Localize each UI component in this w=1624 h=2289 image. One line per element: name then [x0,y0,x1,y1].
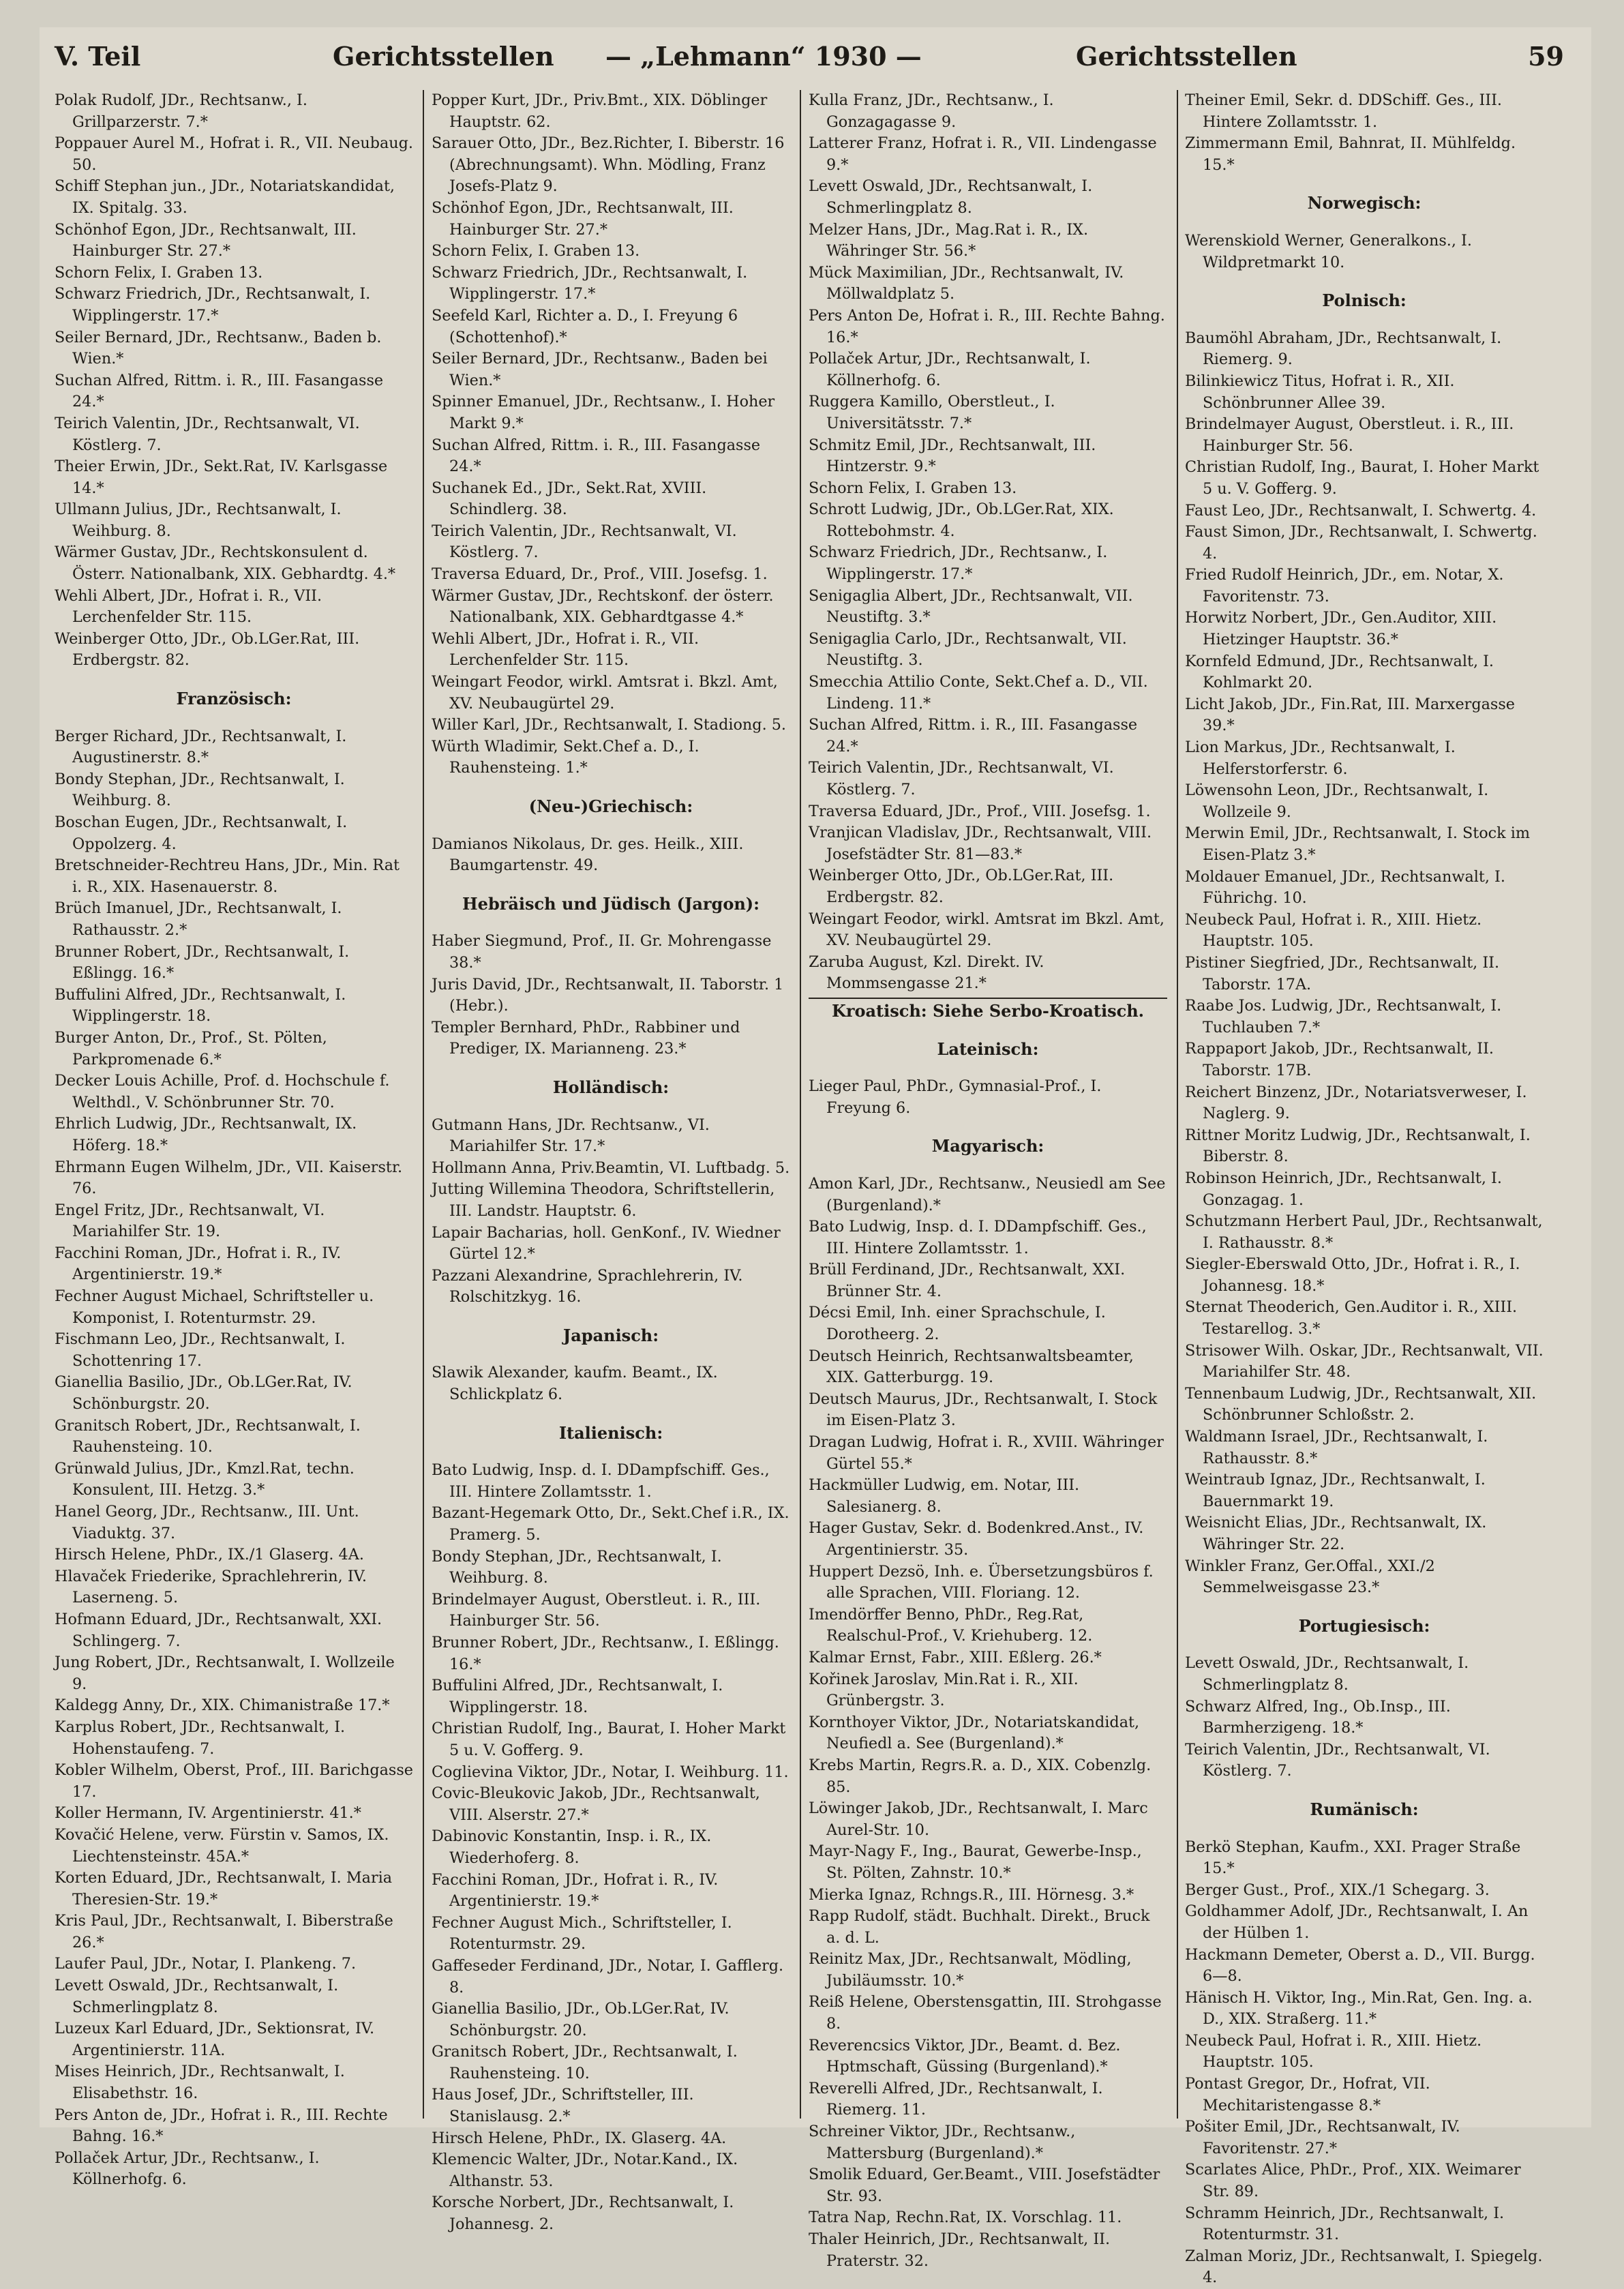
directory-entry: Ehrlich Ludwig, JDr., Rechtsanwalt, IX. Höferg. 18.* [55,1115,357,1154]
directory-entry: Buffulini Alfred, JDr., Rechtsanwalt, I. Wipplingerstr. 18. [55,985,346,1026]
directory-entry: Tatra Nap, Rechn.Rat, IX. Vorschlag. 11. [809,2209,1122,2227]
directory-entry: Theier Erwin, JDr., Sekt.Rat, IV. Karlsgasse 14.* [55,458,388,497]
directory-entry: Krebs Martin, Regrs.R. a. D., XIX. Cobenzlg. 85. [809,1756,1152,1796]
directory-entry: Weinberger Otto, JDr., Ob.LGer.Rat, III. Erdbergstr. 82. [809,867,1114,906]
directory-entry: Lieger Paul, PhDr., Gymnasial-Prof., I. Freyung 6. [809,1077,1102,1117]
directory-entry: Hollmann Anna, Priv.Beamtin, VI. Luftbadg. 5. [432,1158,790,1177]
directory-entry: Huppert Dezsö, Inh. e. Übersetzungsbüros f. alle Sprachen, VIII. Floriang. 12. [809,1562,1154,1602]
directory-entry: Brüll Ferdinand, JDr., Rechtsanwalt, XXI. Brünner Str. 4. [809,1261,1126,1300]
directory-entry: Levett Oswald, JDr., Rechtsanwalt, I. Schmerlingplatz 8. [1185,1654,1469,1694]
directory-entry: Weingart Feodor, wirkl. Amtsrat i. Bkzl. Amt, XV. Neubaugürtel 29. [432,673,778,713]
directory-entry: Gianellia Basilio, JDr., Ob.LGer.Rat, IV. Schönburgstr. 20. [55,1373,352,1413]
directory-entry: Koller Hermann, IV. Argentinierstr. 41.* [55,1804,361,1823]
directory-entry: Brunner Robert, JDr., Rechtsanwalt, I. Eßlingg. 16.* [55,942,350,983]
directory-entry: Haus Josef, JDr., Schriftsteller, III. Stanislausg. 2.* [432,2086,694,2126]
column-divider [1177,90,1178,2119]
directory-entry: Neubeck Paul, Hofrat i. R., XIII. Hietz. Hauptstr. 105. [1185,910,1482,951]
section-heading: Japanisch: [562,1325,659,1345]
directory-entry: Granitsch Robert, JDr., Rechtsanwalt, I. Rauhensteing. 10. [432,2043,738,2082]
directory-entry: Faust Leo, JDr., Rechtsanwalt, I. Schwertg. 4. [1185,501,1537,520]
directory-entry: Burger Anton, Dr., Prof., St. Pölten, Parkpromenade 6.* [55,1028,327,1068]
directory-entry: Lion Markus, JDr., Rechtsanwalt, I. Helferstorferstr. 6. [1185,738,1456,778]
directory-entry: Haber Siegmund, Prof., II. Gr. Mohrengasse 38.* [432,932,772,972]
directory-entry: Luzeux Karl Eduard, JDr., Sektionsrat, IV. Argentinierstr. 11A. [55,2020,375,2059]
directory-entry: Pers Anton De, Hofrat i. R., III. Rechte Bahng. 16.* [809,306,1165,346]
directory-entry: Ehrmann Eugen Wilhelm, JDr., VII. Kaiserstr. 76. [55,1158,403,1198]
section-heading: Hebräisch und Jüdisch (Jargon): [462,893,760,914]
directory-entry: Engel Fritz, JDr., Rechtsanwalt, VI. Mariahilfer Str. 19. [55,1201,325,1241]
section-heading: Magyarisch: [931,1136,1044,1156]
directory-entry: Boschan Eugen, JDr., Rechtsanwalt, I. Oppolzerg. 4. [55,813,348,853]
directory-entry: Kaldegg Anny, Dr., XIX. Chimanistraße 17.* [55,1696,390,1715]
directory-entry: Senigaglia Carlo, JDr., Rechtsanwalt, VII. Neustiftg. 3. [809,629,1127,670]
running-title-left: Gerichtsstellen [333,41,554,72]
directory-entry: Reichert Binzenz, JDr., Notariatsverweser, I. Naglerg. 9. [1185,1083,1527,1123]
directory-entry: Granitsch Robert, JDr., Rechtsanwalt, I. Rauhensteing. 10. [55,1416,361,1456]
directory-entry: Levett Oswald, JDr., Rechtsanwalt, I. Schmerlingplatz 8. [809,177,1093,217]
directory-entry: Rittner Moritz Ludwig, JDr., Rechtsanwalt, I. Biberstr. 8. [1185,1126,1531,1166]
directory-entry: Hofmann Eduard, JDr., Rechtsanwalt, XXI. Schlingerg. 7. [55,1610,382,1650]
directory-entry: Hackmüller Ludwig, em. Notar, III. Salesianerg. 8. [809,1476,1080,1516]
directory-entry: Deutsch Maurus, JDr., Rechtsanwalt, I. Stock im Eisen-Platz 3. [809,1390,1158,1430]
directory-entry: Weinberger Otto, JDr., Ob.LGer.Rat, III. Erdbergstr. 82. [55,629,360,670]
directory-entry: Hackmann Demeter, Oberst a. D., VII. Burgg. 6—8. [1185,1945,1535,1986]
directory-entry: Mierka Ignaz, Rchngs.R., III. Hörnesg. 3.* [809,1885,1134,1904]
directory-entry: Berger Gust., Prof., XIX./1 Schegarg. 3. [1185,1881,1490,1899]
page-number: 59 [1528,41,1564,72]
directory-entry: Mück Maximilian, JDr., Rechtsanwalt, IV. Möllwaldplatz 5. [809,263,1124,303]
section-heading: Portugiesisch: [1298,1615,1430,1636]
directory-entry: Teirich Valentin, JDr., Rechtsanwalt, VI. Köstlerg. 7. [1185,1740,1490,1780]
directory-entry: Smecchia Attilio Conte, Sekt.Chef a. D., VII. Lindeng. 11.* [809,673,1148,713]
directory-entry: Winkler Franz, Ger.Offal., XXI./2 Semmelweisgasse 23.* [1185,1557,1435,1597]
directory-entry: Siegler-Eberswald Otto, JDr., Hofrat i. R., I. Johannesg. 18.* [1185,1255,1520,1295]
directory-entry: Pollaček Artur, JDr., Rechtsanw., I. Köllnerhofg. 6. [55,2149,320,2189]
column-divider [800,90,801,2119]
directory-entry: Berkö Stephan, Kaufm., XXI. Prager Straße 15.* [1185,1838,1521,1878]
directory-entry: Schwarz Friedrich, JDr., Rechtsanwalt, I. Wipplingerstr. 17.* [432,263,748,303]
directory-entry: Popper Kurt, JDr., Priv.Bmt., XIX. Döblinger Hauptstr. 62. [432,91,768,131]
directory-entry: Tennenbaum Ludwig, JDr., Rechtsanwalt, XII. Schönbrunner Schloßstr. 2. [1185,1384,1537,1424]
directory-entry: Fechner August Mich., Schriftsteller, I. Rotenturmstr. 29. [432,1913,732,1954]
directory-entry: Strisower Wilh. Oskar, JDr., Rechtsanwalt, VII. Mariahilfer Str. 48. [1185,1341,1544,1381]
directory-entry: Fried Rudolf Heinrich, JDr., em. Notar, X. Favoritenstr. 73. [1185,566,1504,605]
directory-entry: Scarlates Alice, PhDr., Prof., XIX. Weimarer Str. 89. [1185,2161,1521,2201]
part-label: V. Teil [55,41,141,72]
directory-entry: Spinner Emanuel, JDr., Rechtsanw., I. Hoher Markt 9.* [432,393,775,432]
directory-entry: Wehli Albert, JDr., Hofrat i. R., VII. Lerchenfelder Str. 115. [55,586,322,627]
directory-entry: Wärmer Gustav, JDr., Rechtskonf. der österr. Nationalbank, XIX. Gebhardtgasse 4.* [432,586,774,627]
directory-entry: Brüch Imanuel, JDr., Rechtsanwalt, I. Rathausstr. 2.* [55,899,342,939]
directory-entry: Jutting Willemina Theodora, Schriftstellerin, III. Landstr. Hauptstr. 6. [432,1180,775,1220]
column-4 [1185,90,1544,2287]
directory-entry: Reverencsics Viktor, JDr., Beamt. d. Bez. Hptmschaft, Güssing (Burgenland).* [809,2036,1121,2076]
running-title-right: Gerichtsstellen [1076,41,1297,72]
directory-entry: Goldhammer Adolf, JDr., Rechtsanwalt, I. An der Hülben 1. [1185,1902,1529,1942]
directory-entry: Kořinek Jaroslav, Min.Rat i. R., XII. Grünbergstr. 3. [809,1670,1079,1710]
column-divider [423,90,424,2119]
directory-entry: Weingart Feodor, wirkl. Amtsrat im Bkzl. Amt, XV. Neubaugürtel 29. [809,910,1164,950]
directory-entry: Baumöhl Abraham, JDr., Rechtsanwalt, I. Riemerg. 9. [1185,329,1502,369]
directory-entry: Hirsch Helene, PhDr., IX. Glaserg. 4A. [432,2129,727,2147]
directory-entry: Würth Wladimir, Sekt.Chef a. D., I. Rauhensteing. 1.* [432,737,700,777]
section-heading: Französisch: [176,689,292,709]
directory-entry: Seiler Bernard, JDr., Rechtsanw., Baden bei Wien.* [432,350,768,389]
page-header [40,33,1591,80]
directory-entry: Zimmermann Emil, Bahnrat, II. Mühlfeldg. 15.* [1185,134,1516,174]
directory-entry: Suchan Alfred, Rittm. i. R., III. Fasangasse 24.* [55,371,384,411]
column-2 [432,90,790,2234]
directory-entry: Smolik Eduard, Ger.Beamt., VIII. Josefstädter Str. 93. [809,2166,1160,2205]
directory-entry: Seiler Bernard, JDr., Rechtsanw., Baden b. Wien.* [55,328,382,368]
directory-entry: Suchanek Ed., JDr., Sekt.Rat, XVIII. Schindlerg. 38. [432,479,707,519]
directory-entry: Teirich Valentin, JDr., Rechtsanwalt, VI. Köstlerg. 7. [809,759,1114,798]
directory-entry: Ruggera Kamillo, Oberstleut., I. Universitätsstr. 7.* [809,393,1055,432]
directory-entry: Grünwald Julius, JDr., Kmzl.Rat, techn. Konsulent, III. Hetzg. 3.* [55,1459,355,1499]
directory-entry: Willer Karl, JDr., Rechtsanwalt, I. Stadiong. 5. [432,716,787,734]
directory-entry: Korsche Norbert, JDr., Rechtsanwalt, I. Johannesg. 2. [432,2194,734,2234]
directory-entry: Horwitz Norbert, JDr., Gen.Auditor, XIII. Hietzinger Hauptstr. 36.* [1185,609,1497,649]
directory-entry: Latterer Franz, Hofrat i. R., VII. Lindengasse 9.* [809,134,1157,174]
directory-entry: Gaffeseder Ferdinand, JDr., Notar, I. Gafflerg. 8. [432,1956,784,1996]
directory-entry: Löwinger Jakob, JDr., Rechtsanwalt, I. Marc Aurel-Str. 10. [809,1799,1148,1839]
directory-entry: Zaruba August, Kzl. Direkt. IV. Mommsengasse 21.* [809,953,1044,993]
directory-entry: Faust Simon, JDr., Rechtsanwalt, I. Schwertg. 4. [1185,523,1537,563]
directory-entry: Bazant-Hegemark Otto, Dr., Sekt.Chef i.R., IX. Pramerg. 5. [432,1504,790,1544]
directory-entry: Senigaglia Albert, JDr., Rechtsanwalt, VII. Neustiftg. 3.* [809,586,1133,627]
directory-entry: Hlavaček Friederike, Sprachlehrerin, IV. Laserneng. 5. [55,1567,367,1607]
directory-entry: Fechner August Michael, Schriftsteller u. Komponist, I. Rotenturmstr. 29. [55,1287,374,1327]
directory-entry: Reiß Helene, Oberstensgattin, III. Strohgasse 8. [809,1993,1162,2033]
directory-entry: Teirich Valentin, JDr., Rechtsanwalt, VI. Köstlerg. 7. [432,522,737,562]
directory-entry: Schutzmann Herbert Paul, JDr., Rechtsanwalt, I. Rathausstr. 8.* [1185,1212,1543,1252]
directory-entry: Schwarz Alfred, Ing., Ob.Insp., III. Barmherzigeng. 18.* [1185,1697,1451,1737]
directory-entry: Melzer Hans, JDr., Mag.Rat i. R., IX. Währinger Str. 56.* [809,220,1089,260]
directory-entry: Schreiner Viktor, JDr., Rechtsanw., Mattersburg (Burgenland).* [809,2123,1076,2162]
directory-entry: Pistiner Siegfried, JDr., Rechtsanwalt, II. Taborstr. 17A. [1185,953,1500,993]
directory-entry: Weisnicht Elias, JDr., Rechtsanwalt, IX. Währinger Str. 22. [1185,1514,1487,1553]
directory-entry: Bondy Stephan, JDr., Rechtsanwalt, I. Weihburg. 8. [55,770,345,810]
directory-entry: Kornfeld Edmund, JDr., Rechtsanwalt, I. Kohlmarkt 20. [1185,652,1494,692]
directory-entry: Gutmann Hans, JDr. Rechtsanw., VI. Mariahilfer Str. 17.* [432,1116,710,1156]
directory-entry: Schwarz Friedrich, JDr., Rechtsanwalt, I. Wipplingerstr. 17.* [55,285,371,325]
directory-entry: Laufer Paul, JDr., Notar, I. Plankeng. 7. [55,1955,357,1973]
directory-entry: Hänisch H. Viktor, Ing., Min.Rat, Gen. Ing. a. D., XIX. Straßerg. 11.* [1185,1988,1533,2029]
directory-entry: Licht Jakob, JDr., Fin.Rat, III. Marxergasse 39.* [1185,695,1515,735]
section-heading: Norwegisch: [1307,193,1422,213]
section-heading: Rumänisch: [1310,1799,1419,1819]
directory-entry: Gianellia Basilio, JDr., Ob.LGer.Rat, IV. Schönburgstr. 20. [432,2000,730,2039]
directory-entry: Mises Heinrich, JDr., Rechtsanwalt, I. Elisabethstr. 16. [55,2063,345,2103]
directory-entry: Pazzani Alexandrine, Sprachlehrerin, IV. Rolschitzkyg. 16. [432,1266,743,1306]
section-heading: (Neu-)Griechisch: [528,796,693,816]
directory-entry: Amon Karl, JDr., Rechtsanw., Neusiedl am See (Burgenland).* [809,1174,1166,1214]
directory-entry: Pollaček Artur, JDr., Rechtsanwalt, I. Köllnerhofg. 6. [809,350,1091,389]
directory-entry: Wehli Albert, JDr., Hofrat i. R., VII. Lerchenfelder Str. 115. [432,629,700,670]
directory-entry: Weintraub Ignaz, JDr., Rechtsanwalt, I. Bauernmarkt 19. [1185,1471,1486,1510]
directory-entry: Lapair Bacharias, holl. GenKonf., IV. Wiedner Gürtel 12.* [432,1223,781,1263]
directory-entry: Bretschneider-Rechtreu Hans, JDr., Min. Rat i. R., XIX. Hasenauerstr. 8. [55,856,400,896]
directory-entry: Pers Anton de, JDr., Hofrat i. R., III. Rechte Bahng. 16.* [55,2106,388,2146]
directory-entry: Kovačić Helene, verw. Fürstin v. Samos, IX. Liechtensteinstr. 45A.* [55,1825,389,1866]
directory-entry: Schwarz Friedrich, JDr., Rechtsanw., I. Wipplingerstr. 17.* [809,543,1108,584]
directory-entry: Karplus Robert, JDr., Rechtsanwalt, I. Hohenstaufeng. 7. [55,1718,346,1758]
directory-entry: Wärmer Gustav, JDr., Rechtskonsulent d. Österr. Nationalbank, XIX. Gebhardtg. 4.* [55,543,396,584]
directory-entry: Suchan Alfred, Rittm. i. R., III. Fasangasse 24.* [432,436,761,476]
directory-entry: Waldmann Israel, JDr., Rechtsanwalt, I. Rathausstr. 8.* [1185,1428,1488,1467]
directory-entry: Pontast Gregor, Dr., Hofrat, VII. Mechitaristengasse 8.* [1185,2075,1430,2114]
directory-entry: Poppauer Aurel M., Hofrat i. R., VII. Neubaug. 50. [55,134,414,174]
directory-entry: Bato Ludwig, Insp. d. I. DDampfschiff. Ges., III. Hintere Zollamtsstr. 1. [809,1218,1147,1257]
directory-entry: Polak Rudolf, JDr., Rechtsanw., I. Grillparzerstr. 7.* [55,91,307,131]
directory-entry: Coglievina Viktor, JDr., Notar, I. Weihburg. 11. [432,1763,789,1781]
directory-entry: Schramm Heinrich, JDr., Rechtsanwalt, I. Rotenturmstr. 31. [1185,2204,1505,2244]
directory-entry: Dabinovic Konstantin, Insp. i. R., IX. Wiederhoferg. 8. [432,1827,712,1867]
directory-entry: Pošiter Emil, JDr., Rechtsanwalt, IV. Favoritenstr. 27.* [1185,2118,1460,2157]
directory-entry: Schrott Ludwig, JDr., Ob.LGer.Rat, XIX. Rottebohmstr. 4. [809,500,1114,540]
directory-entry: Thaler Heinrich, JDr., Rechtsanwalt, II. Praterstr. 32. [809,2230,1111,2270]
directory-entry: Sternat Theoderich, Gen.Auditor i. R., XIII. Testarellog. 3.* [1185,1298,1518,1338]
section-heading: Lateinisch: [937,1038,1039,1059]
directory-entry: Schorn Felix, I. Graben 13. [809,479,1017,497]
directory-entry: Dragan Ludwig, Hofrat i. R., XVIII. Währinger Gürtel 55.* [809,1433,1164,1473]
directory-page [40,27,1591,2287]
directory-entry: Bilinkiewicz Titus, Hofrat i. R., XII. Schönbrunner Allee 39. [1185,372,1455,412]
directory-entry: Juris David, JDr., Rechtsanwalt, II. Taborstr. 1 (Hebr.). [432,975,784,1015]
directory-entry: Schorn Felix, I. Graben 13. [55,263,263,282]
directory-entry: Kulla Franz, JDr., Rechtsanw., I. Gonzagagasse 9. [809,91,1054,131]
running-title-center: — „Lehmann“ 1930 — [605,41,922,72]
directory-entry: Reverelli Alfred, JDr., Rechtsanwalt, I. Riemerg. 11. [809,2079,1103,2119]
column-1 [55,90,414,2189]
directory-entry: Kalmar Ernst, Fabr., XIII. Eßlerg. 26.* [809,1648,1102,1666]
directory-entry: Schorn Felix, I. Graben 13. [432,242,640,260]
directory-entry: Korten Eduard, JDr., Rechtsanwalt, I. Maria Theresien-Str. 19.* [55,1869,393,1909]
directory-entry: Rappaport Jakob, JDr., Rechtsanwalt, II. Taborstr. 17B. [1185,1040,1494,1079]
directory-entry: Levett Oswald, JDr., Rechtsanwalt, I. Schmerlingplatz 8. [55,1977,339,2016]
directory-entry: Jung Robert, JDr., Rechtsanwalt, I. Wollzeile 9. [55,1654,395,1693]
directory-entry: Kris Paul, JDr., Rechtsanwalt, I. Biberstraße 26.* [55,1912,393,1951]
directory-entry: Traversa Eduard, JDr., Prof., VIII. Josefsg. 1. [809,802,1151,820]
directory-entry: Damianos Nikolaus, Dr. ges. Heilk., XIII. Baumgartenstr. 49. [432,835,744,875]
directory-entry: Schönhof Egon, JDr., Rechtsanwalt, III. Hainburger Str. 27.* [55,220,357,260]
directory-entry: Schönhof Egon, JDr., Rechtsanwalt, III. Hainburger Str. 27.* [432,198,734,239]
directory-entry: Facchini Roman, JDr., Hofrat i. R., IV. Argentinierstr. 19.* [432,1870,719,1911]
section-heading: Italienisch: [558,1422,663,1443]
directory-entry: Brindelmayer August, Oberstleut. i. R., III. Hainburger Str. 56. [432,1590,761,1630]
directory-entry: Vranjican Vladislav, JDr., Rechtsanwalt, VIII. Josefstädter Str. 81—83.* [809,824,1152,863]
column-3 [809,90,1167,2270]
directory-entry: Merwin Emil, JDr., Rechtsanwalt, I. Stock im Eisen-Platz 3.* [1185,824,1531,864]
directory-entry: Bondy Stephan, JDr., Rechtsanwalt, I. Weihburg. 8. [432,1547,722,1587]
directory-entry: Theiner Emil, Sekr. d. DDSchiff. Ges., III. Hintere Zollamtsstr. 1. [1185,91,1502,131]
directory-entry: Werenskiold Werner, Generalkons., I. Wildpretmarkt 10. [1185,231,1472,271]
directory-entry: Klemencic Walter, JDr., Notar.Kand., IX. Althanstr. 53. [432,2151,738,2190]
directory-entry: Schiff Stephan jun., JDr., Notariatskandidat, IX. Spitalg. 33. [55,177,395,217]
directory-entry: Christian Rudolf, Ing., Baurat, I. Hoher Markt 5 u. V. Gofferg. 9. [1185,458,1539,498]
directory-entry: Bato Ludwig, Insp. d. I. DDampfschiff. Ges., III. Hintere Zollamtsstr. 1. [432,1461,770,1501]
directory-entry: Rapp Rudolf, städt. Buchhalt. Direkt., Bruck a. d. L. [809,1907,1150,1947]
directory-entry: Facchini Roman, JDr., Hofrat i. R., IV. Argentinierstr. 19.* [55,1244,342,1284]
directory-entry: Brunner Robert, JDr., Rechtsanw., I. Eßlingg. 16.* [432,1634,779,1673]
section-heading: Polnisch: [1322,290,1407,311]
directory-entry: Seefeld Karl, Richter a. D., I. Freyung 6 (Schottenhof).* [432,306,738,346]
directory-entry: Suchan Alfred, Rittm. i. R., III. Fasangasse 24.* [809,716,1138,755]
directory-entry: Reinitz Max, JDr., Rechtsanwalt, Mödling, Jubiläumsstr. 10.* [809,1950,1132,1990]
directory-entry: Décsi Emil, Inh. einer Sprachschule, I. Dorotheerg. 2. [809,1304,1106,1344]
directory-entry: Löwensohn Leon, JDr., Rechtsanwalt, I. Wollzeile 9. [1185,781,1489,821]
directory-entry: Hanel Georg, JDr., Rechtsanw., III. Unt. Viaduktg. 37. [55,1503,359,1542]
directory-entry: Teirich Valentin, JDr., Rechtsanwalt, VI. Köstlerg. 7. [55,414,360,454]
directory-entry: Slawik Alexander, kaufm. Beamt., IX. Schlickplatz 6. [432,1364,718,1404]
directory-entry: Fischmann Leo, JDr., Rechtsanwalt, I. Schottenring 17. [55,1330,346,1370]
directory-entry: Imendörffer Benno, PhDr., Reg.Rat, Realschul-Prof., V. Kriehuberg. 12. [809,1605,1093,1645]
directory-entry: Deutsch Heinrich, Rechtsanwaltsbeamter, XIX. Gatterburgg. 19. [809,1347,1134,1387]
directory-entry: Robinson Heinrich, JDr., Rechtsanwalt, I. Gonzagag. 1. [1185,1169,1502,1209]
directory-entry: Templer Bernhard, PhDr., Rabbiner und Prediger, IX. Marianneng. 23.* [432,1018,740,1058]
directory-entry: Sarauer Otto, JDr., Bez.Richter, I. Biberstr. 16 (Abrechnungsamt). Whn. Mödling, Franz Josefs-Platz 9. [432,134,785,196]
directory-entry: Decker Louis Achille, Prof. d. Hochschule f. Welthdl., V. Schönbrunner Str. 70. [55,1072,390,1111]
section-heading: Kroatisch: Siehe Serbo-Kroatisch. [809,998,1167,1022]
directory-entry: Hager Gustav, Sekr. d. Bodenkred.Anst., IV. Argentinierstr. 35. [809,1519,1144,1559]
directory-entry: Mayr-Nagy F., Ing., Baurat, Gewerbe-Insp., St. Pölten, Zahnstr. 10.* [809,1842,1142,1882]
directory-entry: Kornthoyer Viktor, JDr., Notariatskandidat, Neufiedl a. See (Burgenland).* [809,1713,1140,1753]
directory-entry: Berger Richard, JDr., Rechtsanwalt, I. Augustinerstr. 8.* [55,727,347,767]
section-heading: Holländisch: [552,1077,670,1097]
directory-entry: Moldauer Emanuel, JDr., Rechtsanwalt, I. Führichg. 10. [1185,867,1505,908]
directory-entry: Neubeck Paul, Hofrat i. R., XIII. Hietz. Hauptstr. 105. [1185,2031,1482,2071]
directory-entry: Covic-Bleukovic Jakob, JDr., Rechtsanwalt, VIII. Alserstr. 27.* [432,1784,760,1824]
directory-entry: Buffulini Alfred, JDr., Rechtsanwalt, I. Wipplingerstr. 18. [432,1677,723,1716]
directory-entry: Ullmann Julius, JDr., Rechtsanwalt, I. Weihburg. 8. [55,500,342,540]
directory-entry: Schmitz Emil, JDr., Rechtsanwalt, III. Hintzerstr. 9.* [809,436,1096,476]
directory-entry: Hirsch Helene, PhDr., IX./1 Glaserg. 4A. [55,1546,364,1564]
directory-entry: Raabe Jos. Ludwig, JDr., Rechtsanwalt, I. Tuchlauben 7.* [1185,997,1502,1036]
directory-entry: Brindelmayer August, Oberstleut. i. R., III. Hainburger Str. 56. [1185,415,1514,455]
directory-entry: Christian Rudolf, Ing., Baurat, I. Hoher Markt 5 u. V. Gofferg. 9. [432,1720,786,1759]
directory-entry: Zalman Moriz, JDr., Rechtsanwalt, I. Spiegelg. 4. [1185,2247,1543,2287]
directory-entry: Traversa Eduard, Dr., Prof., VIII. Josefsg. 1. [432,565,768,584]
directory-entry: Kobler Wilhelm, Oberst, Prof., III. Barichgasse 17. [55,1761,413,1801]
